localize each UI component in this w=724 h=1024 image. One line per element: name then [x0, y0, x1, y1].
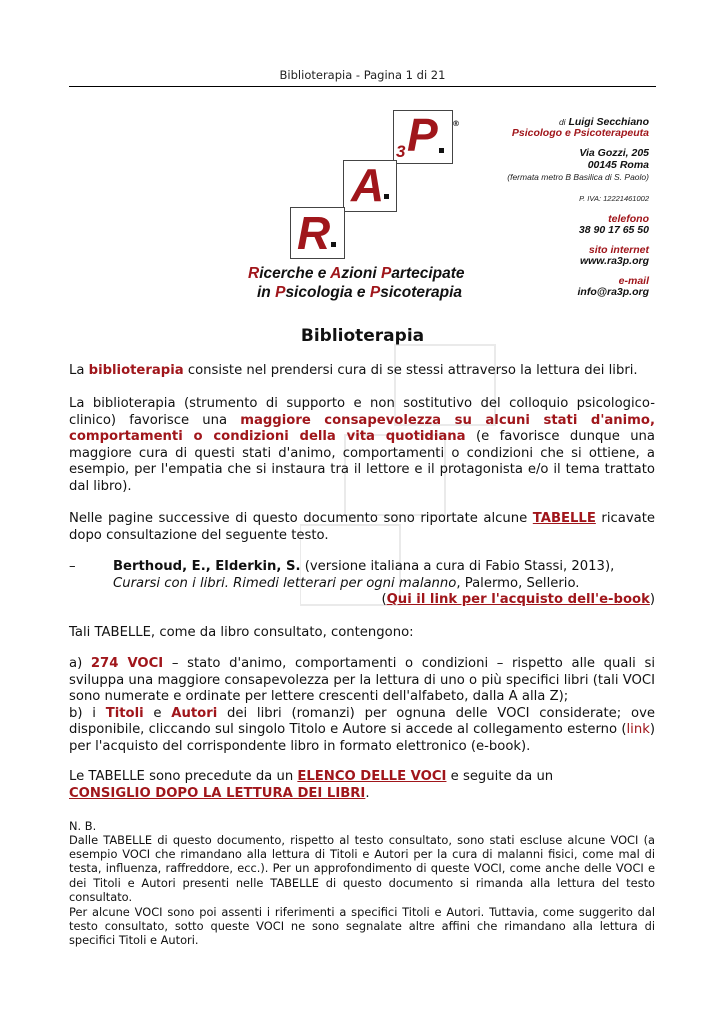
logo-letter-a: A: [351, 159, 385, 211]
paragraph-description: La biblioterapia (strumento di supporto e non sostitutivo del colloquio psicologico-clinico) favorisce una maggiore consapevolezza su alcuni stati d'animo, comportamenti o condizioni della vita quotidiana (e favorisce dunque una maggiore cura di questi stati d'animo, comportamenti o condizioni che si ottiene, a esempio, per l'empatia che si instaura tra il lettore e il protagonista e/o il tema trattato dal libro).: [69, 396, 655, 494]
page-header: Biblioterapia - Pagina 1 di 21: [279, 68, 446, 82]
header-divider: [69, 86, 656, 87]
term-titoli: Titoli: [105, 705, 144, 721]
highlight-consapevolezza: maggiore consapevolezza su alcuni stati d'animo, comportamenti o condizioni della vita quotidiana: [69, 412, 655, 445]
logo-dot-a: [384, 194, 389, 199]
contact-email-label: e-mail: [618, 275, 649, 287]
logo-dot-r: [331, 242, 336, 247]
contact-phone[interactable]: 38 90 17 65 50: [578, 224, 649, 236]
term-link: link: [626, 722, 650, 738]
logo-subscript-3: 3: [396, 142, 406, 161]
paragraph-list: a) 274 VOCI – stato d'animo, comportamenti o condizioni – rispetto alle quali si sviluppa una maggiore consapevolezza per la lettura di uno o più specifici libri (tali VOCI sono numerate e ordinate per lettere crescenti dell'alfabeto, dalla A alla Z); b) i Titoli e Autori dei libri (romanzi) per ognuna delle VOCI considerate; ove disponibile, cliccando sul singolo Titolo e Autore si accede al collegamento esterno (link) per l'acquisto del corrispondente libro in formato elettronico (e-book).: [69, 656, 655, 754]
nb-paragraph-1: Dalle TABELLE di questo documento, rispetto al testo consultato, sono stati escluse alcune VOCI (a esempio VOCI che rimandano alla lettura di Titoli e Autori per la cura di malanni fisici, come mal di testa, influenza, raffreddore, ecc.). Per un approfondimento di queste VOCI, come anche delle VOCI e dei Titoli e Autori presenti nelle TABELLE di questo documento si rimanda alla lettura del testo consultato.: [69, 833, 655, 904]
contact-street: Via Gozzi, 205: [579, 147, 649, 159]
contact-metro: (fermata metro B Basilica di S. Paolo): [507, 172, 649, 182]
registered-mark: ®: [452, 119, 460, 128]
paragraph-elenco: Le TABELLE sono precedute da un ELENCO DELLE VOCI e seguite da un CONSIGLIO DOPO LA LETTURA DEI LIBRI.: [69, 769, 554, 801]
nb-paragraph-2: Per alcune VOCI sono poi assenti i riferimenti a specifici Titoli e Autori. Tuttavia, come suggerito dal testo consultato, sotto queste VOCI ne sono segnalate altre affini che rimandano alla lettura di specifici Titoli e Autori.: [69, 905, 655, 948]
contact-site-link[interactable]: www.ra3p.org: [579, 255, 649, 267]
contact-email-link[interactable]: info@ra3p.org: [577, 286, 649, 298]
page-title: Biblioterapia: [300, 326, 425, 346]
paragraph-intro: La biblioterapia consiste nel prendersi cura di se stessi attraverso la lettura dei libri.: [69, 363, 638, 378]
logo-letter-p: P: [407, 109, 438, 161]
reference-book-title: Curarsi con i libri. Rimedi letterari per ogni malanno: [113, 575, 457, 591]
term-autori: Autori: [171, 705, 218, 721]
contact-site-label: sito internet: [588, 244, 649, 256]
logo-letter-r: R: [297, 207, 331, 259]
reference-entry: – Berthoud, E., Elderkin, S. (versione italiana a cura di Fabio Stassi, 2013), Curarsi con i libri. Rimedi letterari per ogni malanno, Palermo, Sellerio. (Qui il link per l'acquisto dell'e-book): [69, 559, 655, 608]
contact-phone-label: telefono: [608, 213, 649, 225]
tabelle-link[interactable]: TABELLE: [532, 511, 596, 526]
contact-vat: P. IVA: 12221461002: [579, 194, 649, 203]
logo-dot-p: [439, 148, 444, 153]
reference-authors: Berthoud, E., Elderkin, S.: [113, 559, 301, 574]
contact-name: di Luigi Secchiano: [558, 116, 649, 128]
contact-role: Psicologo e Psicoterapeuta: [511, 127, 649, 139]
elenco-voci-link[interactable]: ELENCO DELLE VOCI: [297, 769, 447, 784]
logo-tagline: Ricerche e Azioni Partecipate in Psicologia e Psicoterapia: [248, 265, 465, 301]
nb-label: N. B.: [69, 819, 97, 833]
paragraph-contents: Tali TABELLE, come da libro consultato, contengono:: [69, 625, 414, 640]
contact-city: 00145 Roma: [587, 159, 649, 171]
term-biblioterapia: biblioterapia: [88, 363, 184, 378]
reference-dash: –: [69, 559, 76, 574]
paragraph-tables: Nelle pagine successive di questo documento sono riportate alcune TABELLE ricavate dopo consultazione del seguente testo.: [69, 511, 655, 543]
ebook-purchase-link[interactable]: Qui il link per l'acquisto dell'e-book: [386, 592, 650, 608]
voci-count: 274 VOCI: [90, 656, 164, 671]
consiglio-link[interactable]: CONSIGLIO DOPO LA LETTURA DEI LIBRI: [69, 785, 366, 801]
